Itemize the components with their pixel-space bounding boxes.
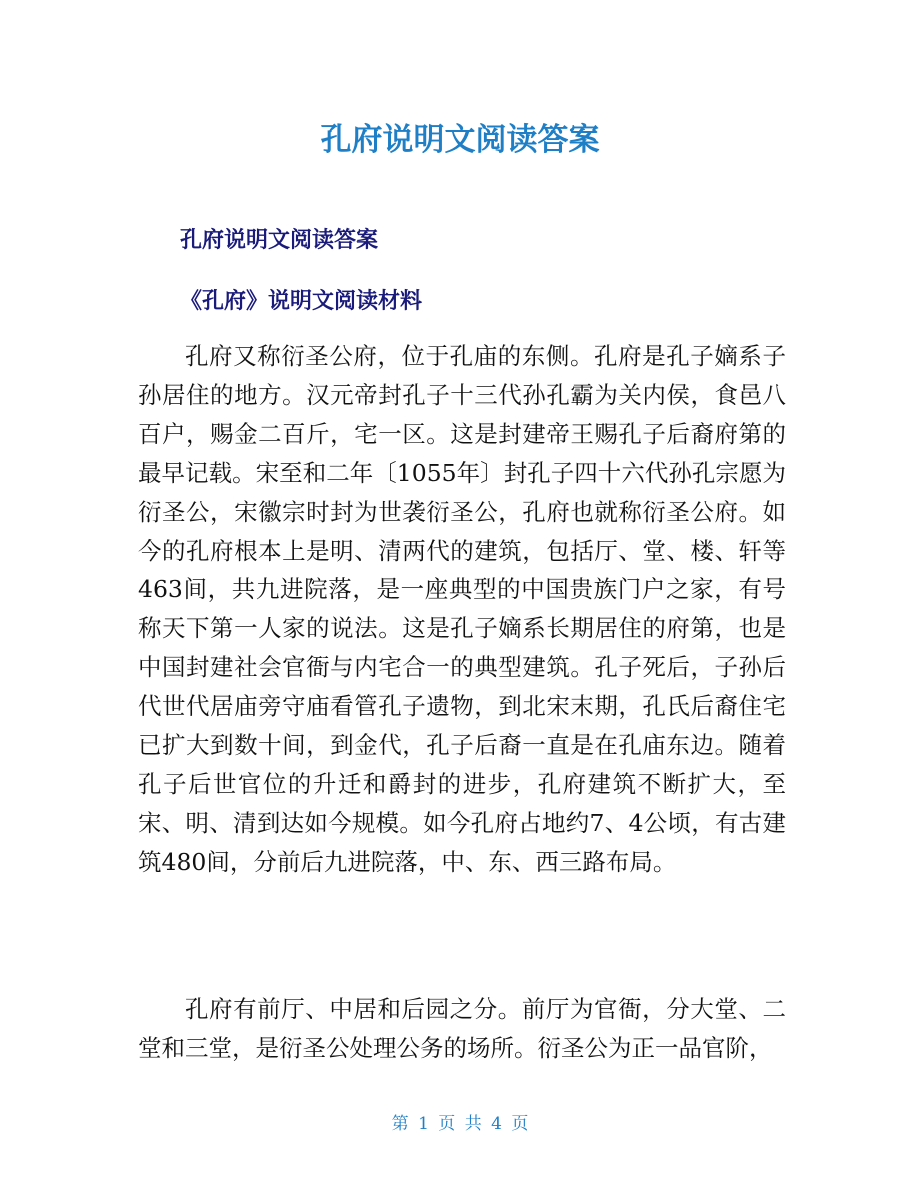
section-heading: 《孔府》说明文阅读材料 [180, 289, 423, 314]
document-title: 孔府说明文阅读答案 [320, 122, 600, 158]
page-number-footer: 第 1 页 共 4 页 [391, 1114, 529, 1134]
body-paragraph: 孔府有前厅、中居和后园之分。前厅为官衙，分大堂、二堂和三堂，是衍圣公处理公务的场所。衍圣公为正一品官阶， [138, 995, 786, 1062]
subtitle-heading: 孔府说明文阅读答案 [180, 228, 379, 253]
body-paragraph: 孔府又称衍圣公府，位于孔庙的东侧。孔府是孔子嫡系子孙居住的地方。汉元帝封孔子十三代孙孔霸为关内侯，食邑八百户，赐金二百斤，宅一区。这是封建帝王赐孔子后裔府第的最早记载。宋至和二年〔1055年〕封孔子四十六代孙孔宗愿为衍圣公，宋徽宗时封为世袭衍圣公，孔府也就称衍圣公府。如今的孔府根本上是明、清两代的建筑，包括厅、堂、楼、轩等463间，共九进院落，是一座典型的中国贵族门户之家，有号称天下第一人家的说法。这是孔子嫡系长期居住的府第，也是中国封建社会官衙与内宅合一的典型建筑。孔子死后，子孙后代世代居庙旁守庙看管孔子遗物，到北宋末期，孔氏后裔住宅已扩大到数十间，到金代，孔子后裔一直是在孔庙东边。随着孔子后世官位的升迁和爵封的进步，孔府建筑不断扩大，至宋、明、清到达如今规模。如今孔府占地约7、4公顷，有古建筑480间，分前后九进院落，中、东、西三路布局。 [138, 342, 786, 876]
